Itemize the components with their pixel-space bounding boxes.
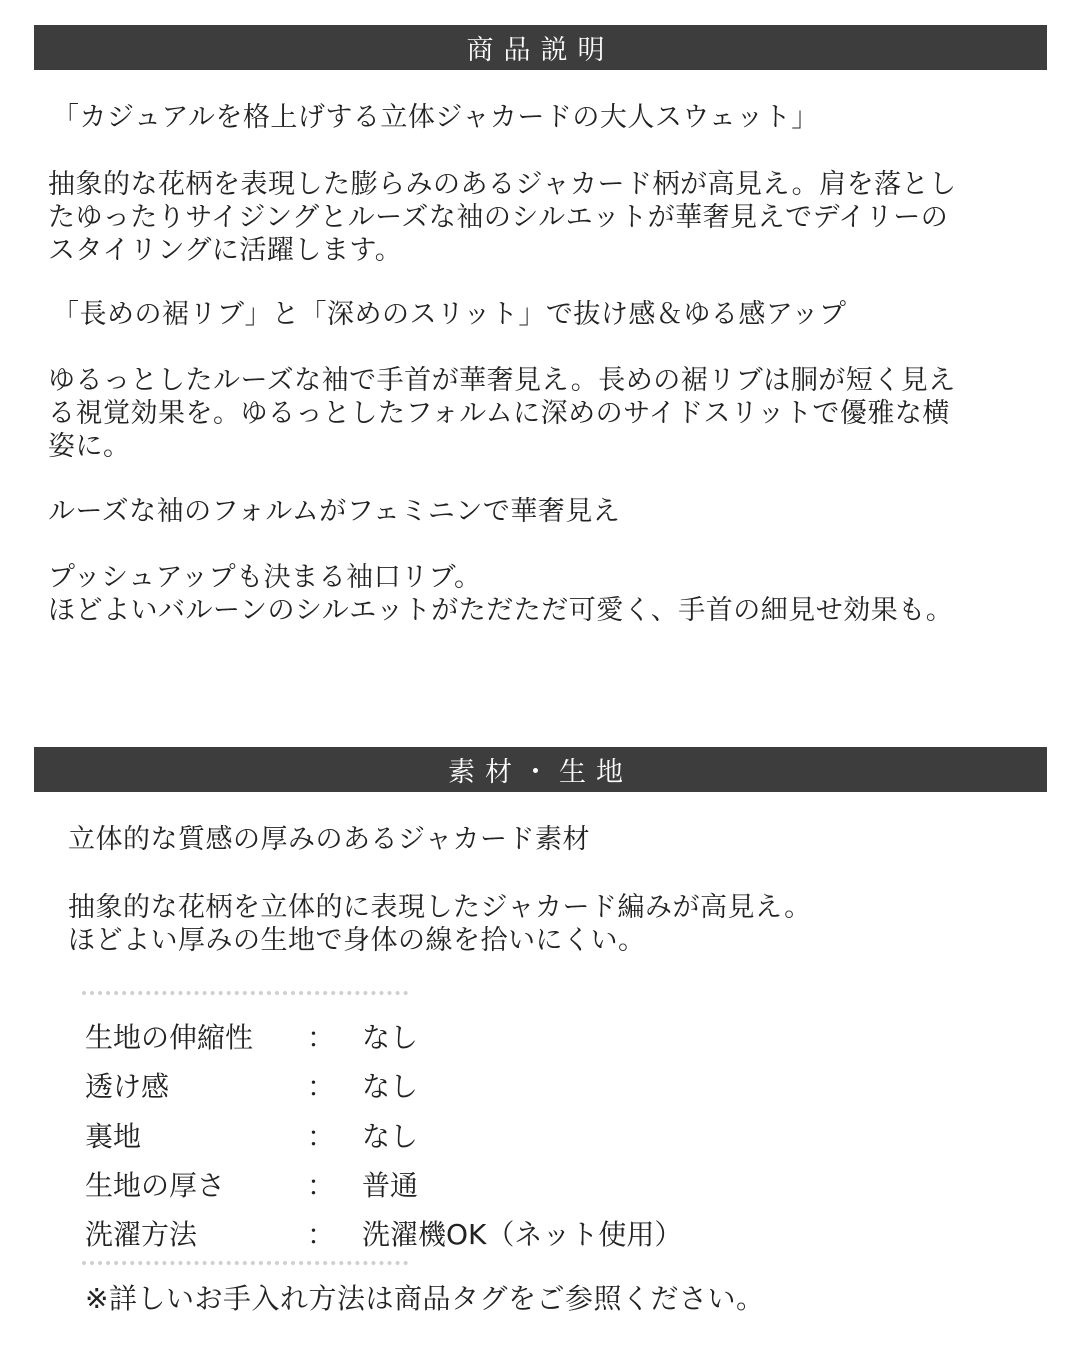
desc-paragraph-line: ゆるっとしたルーズな袖で手首が華奢見え。長めの裾リブは胴が短く見え — [48, 365, 956, 396]
spec-label: 生地の伸縮性 — [85, 1021, 254, 1054]
spec-colon: ： — [307, 1169, 336, 1202]
product-description-header — [34, 25, 1047, 70]
spec-value: 普通 — [362, 1169, 419, 1202]
dotted-divider-bottom — [82, 1261, 408, 1265]
spec-colon: ： — [307, 1021, 336, 1054]
desc-paragraph-line: 姿に。 — [48, 431, 131, 462]
material-paragraph-line: 抽象的な花柄を立体的に表現したジャカード編みが高見え。 — [68, 892, 812, 923]
desc-paragraph-line: プッシュアップも決まる袖口リブ。 — [48, 562, 482, 593]
spec-colon: ： — [307, 1070, 336, 1103]
material-paragraph-line: ほどよい厚みの生地で身体の線を拾いにくい。 — [68, 925, 646, 956]
dotted-divider-top — [82, 991, 408, 995]
desc-paragraph-line: る視覚効果を。ゆるっとしたフォルムに深めのサイドスリットで優雅な横 — [48, 398, 950, 429]
spec-value: 洗濯機OK（ネット使用） — [362, 1218, 683, 1251]
product-description-title: 商品説明 — [466, 35, 615, 66]
material-header — [34, 747, 1047, 792]
desc-headline-2: 「長めの裾リブ」と「深めのスリット」で抜け感＆ゆる感アップ — [52, 299, 847, 330]
desc-headline-1: 「カジュアルを格上げする立体ジャカードの大人スウェット」 — [52, 102, 819, 133]
desc-paragraph-line: スタイリングに活躍します。 — [48, 235, 403, 266]
spec-value: なし — [362, 1070, 419, 1103]
spec-label: 裏地 — [85, 1120, 142, 1153]
spec-value: なし — [362, 1120, 419, 1153]
desc-paragraph-line: 抽象的な花柄を表現した膨らみのあるジャカード柄が高見え。肩を落とし — [48, 169, 957, 200]
material-headline: 立体的な質感の厚みのあるジャカード素材 — [68, 824, 590, 855]
spec-value: なし — [362, 1021, 419, 1054]
spec-label: 透け感 — [85, 1070, 170, 1103]
spec-colon: ： — [307, 1218, 336, 1251]
desc-paragraph-line: たゆったりサイジングとルーズな袖のシルエットが華奢見えでデイリーの — [48, 202, 949, 233]
desc-paragraph-line: ほどよいバルーンのシルエットがただただ可愛く、手首の細見せ効果も。 — [48, 595, 954, 626]
care-note: ※詳しいお手入れ方法は商品タグをご参照ください。 — [85, 1282, 765, 1315]
spec-label: 生地の厚さ — [85, 1169, 226, 1202]
spec-colon: ： — [307, 1120, 336, 1153]
spec-label: 洗濯方法 — [85, 1218, 198, 1251]
material-title: 素材・生地 — [448, 757, 633, 788]
desc-headline-3: ルーズな袖のフォルムがフェミニンで華奢見え — [48, 496, 621, 527]
